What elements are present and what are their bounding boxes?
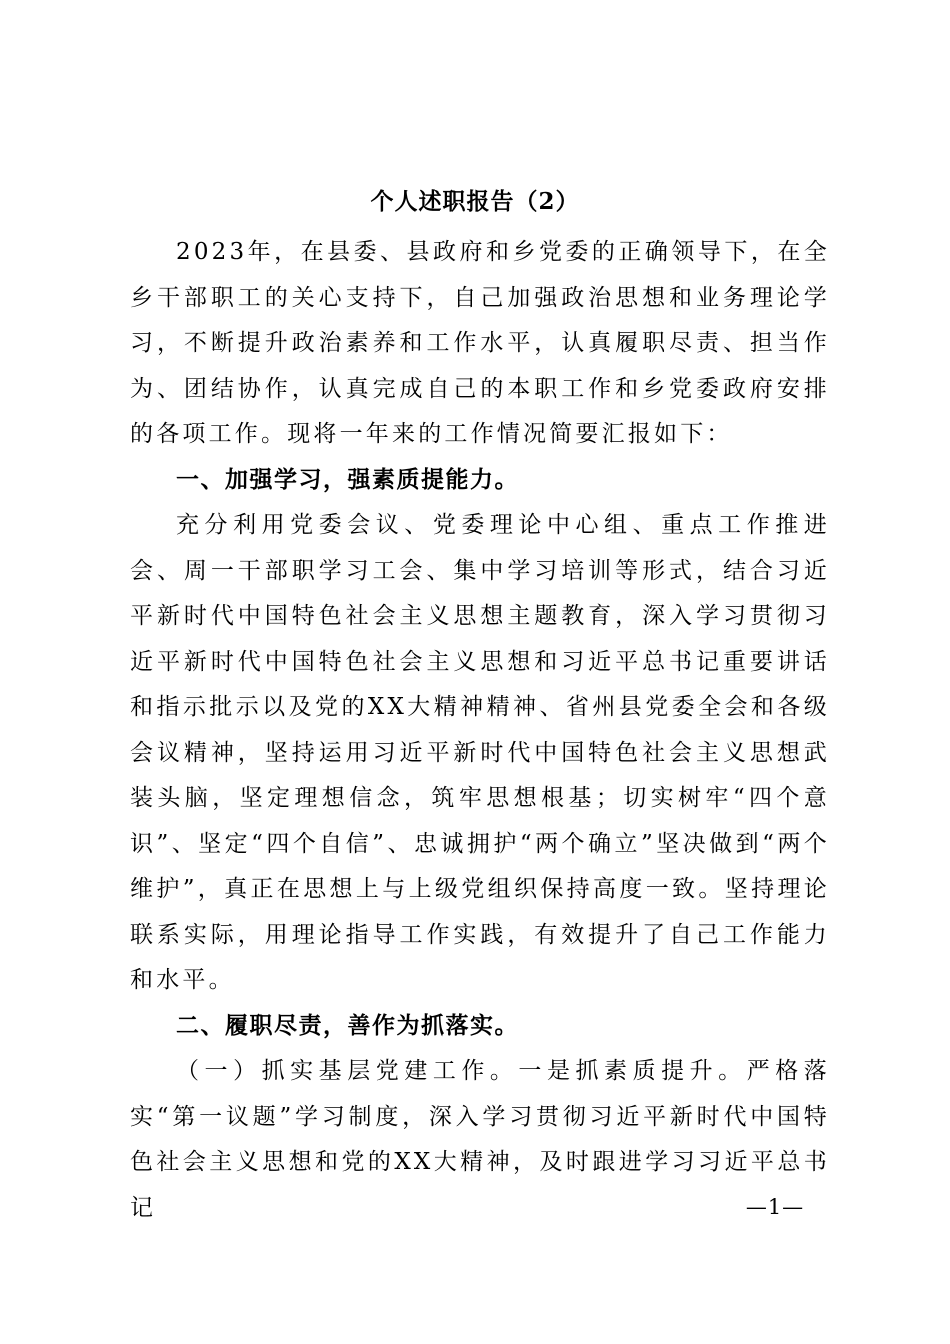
document-title: 个人述职报告（2） [370, 188, 580, 215]
section-1-paragraph: 充分利用党委会议、党委理论中心组、重点工作推进会、周一干部职学习工会、集中学习培训等形式，结合习近平新时代中国特色社会主义思想主题教育，深入学习贯彻习近平新时代中国特色社会主义思想和习近平总书记重要讲话和指示批示以及党的XX大精神精神、省州县党委全会和各级会议精神，坚持运用习近平新时代中国特色社会主义思想武装头脑，坚定理想信念，筑牢思想根基；切实树牢“四个意识”、坚定“四个自信”、忠诚拥护“两个确立”坚决做到“两个维护”，真正在思想上与上级党组织保持高度一致。坚持理论联系实际，用理论指导工作实践，有效提升了自己工作能力和水平。 [130, 512, 830, 993]
section-heading-1: 一、加强学习，强素质提能力。 [176, 466, 519, 493]
section-2-paragraph: （一）抓实基层党建工作。一是抓素质提升。严格落实“第一议题”学习制度，深入学习贯彻习近平新时代中国特色社会主义思想和党的XX大精神，及时跟进学习习近平总书记 [130, 1058, 830, 1221]
document-body [130, 230, 830, 1231]
page-number: —1— [745, 1195, 805, 1219]
section-heading-2: 二、履职尽责，善作为抓落实。 [176, 1012, 519, 1039]
intro-paragraph: 2023年，在县委、县政府和乡党委的正确领导下，在全乡干部职工的关心支持下，自己加强政治思想和业务理论学习，不断提升政治素养和工作水平，认真履职尽责、担当作为、团结协作，认真完成自己的本职工作和乡党委政府安排的各项工作。现将一年来的工作情况简要汇报如下： [130, 239, 830, 447]
